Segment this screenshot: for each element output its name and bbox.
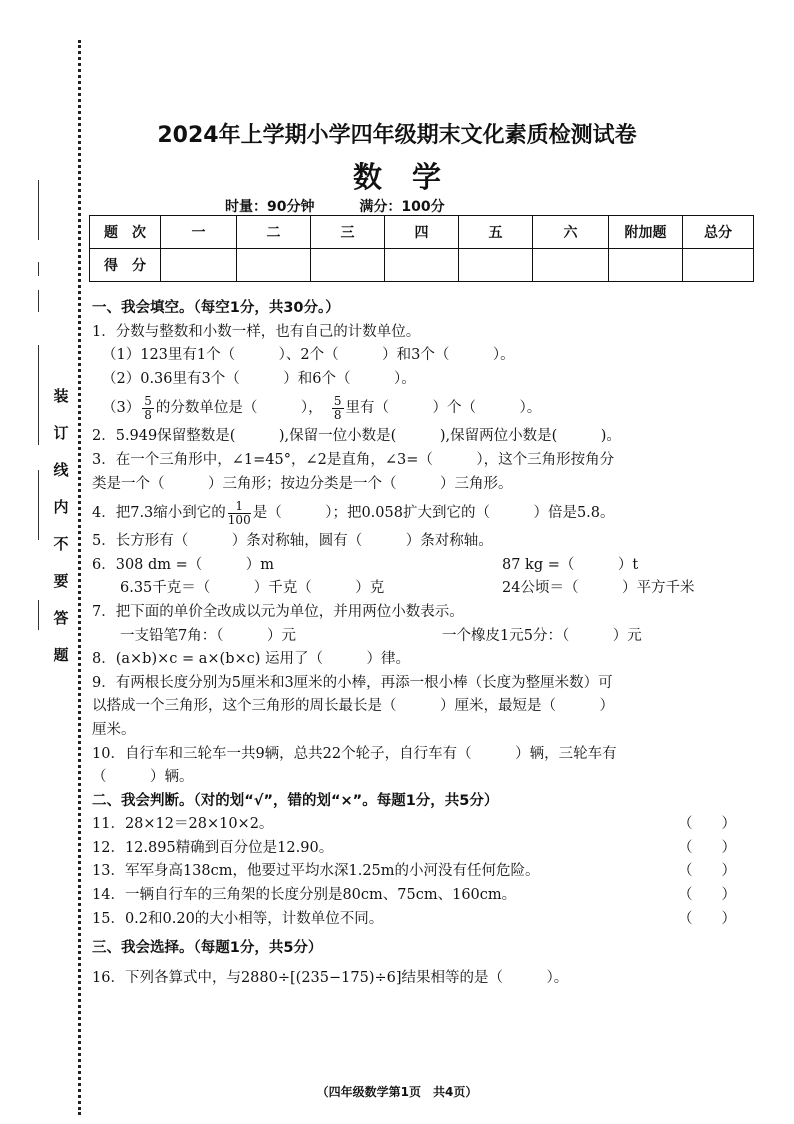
exam-content [92, 297, 754, 995]
binding-mark [38, 600, 39, 630]
score-cell: 总分 [683, 216, 754, 249]
question-text: 16．下列各算式中，与2880÷[(235−175)÷6]结果相等的是（ ）。 [92, 969, 569, 986]
score-input-cell[interactable] [385, 249, 459, 282]
binding-mark [38, 290, 39, 312]
question-text: 类是一个（ ）三角形；按边分类是一个（ ）三角形。 [92, 475, 513, 492]
fraction-numerator: 5 [144, 393, 152, 408]
question-text-part: 的分数单位是（ ）， [155, 400, 316, 417]
fraction [142, 395, 154, 422]
question-text [92, 625, 754, 649]
binding-char: 装 [53, 387, 69, 405]
question-text: （ ）辆。 [92, 769, 194, 786]
judgement-text: 15．0.2和0.20的大小相等，计数单位不同。 [92, 910, 384, 927]
binding-char: 内 [53, 498, 69, 516]
question-text-part: 一支铅笔7角：（ ）元 [120, 627, 296, 644]
question-label: （3） [102, 400, 141, 417]
question-text: 8．(a×b)×c = a×(b×c) 运用了（ ）律。 [92, 651, 411, 668]
binding-char: 题 [53, 646, 69, 664]
binding-dotted-line [78, 40, 81, 1115]
binding-char: 答 [53, 609, 69, 627]
binding-char: 不 [53, 535, 69, 553]
score-cell: 二 [237, 216, 311, 249]
question-text-part: 24公顷＝（ ）平方千米 [502, 580, 695, 597]
score-input-cell[interactable] [161, 249, 237, 282]
exam-time: 时量：90分钟 [225, 199, 315, 215]
exam-title: 2024年上学期小学四年级期末文化素质检测试卷 [157, 123, 637, 148]
question-text: （1）123里有1个（ ）、2个（ ）和3个（ ）。 [102, 347, 515, 364]
binding-notice [48, 378, 74, 674]
question-text: 以搭成一个三角形，这个三角形的周长最长是（ ）厘米，最短是（ ） [92, 698, 614, 715]
judgement-item [92, 908, 754, 932]
judgement-text: 11．28×12＝28×10×2。 [92, 816, 274, 833]
score-input-cell[interactable] [609, 249, 683, 282]
fraction [228, 500, 251, 527]
question-text-part: 6．308 dm =（ ）m [92, 556, 275, 573]
judgement-item [92, 860, 754, 884]
score-cell: 三 [311, 216, 385, 249]
score-cell: 六 [533, 216, 609, 249]
binding-char: 线 [53, 461, 69, 479]
answer-paren[interactable]: （ ） [678, 910, 736, 927]
score-input-cell[interactable] [311, 249, 385, 282]
question-text-part: 一个橡皮1元5分：（ ）元 [442, 627, 642, 644]
question-text [92, 496, 754, 530]
binding-mark [38, 262, 39, 276]
question-text: 7．把下面的单价全改成以元为单位，并用两位小数表示。 [92, 603, 464, 620]
score-cell: 得 分 [90, 249, 161, 282]
question-text: 2．5.949保留整数是( ),保留一位小数是( ),保留两位小数是( )。 [92, 428, 621, 445]
score-cell: 附加题 [609, 216, 683, 249]
question-text: 9．有两根长度分别为5厘米和3厘米的小棒，再添一根小棒（长度为整厘米数）可 [92, 674, 613, 691]
answer-paren[interactable]: （ ） [678, 863, 736, 880]
score-input-cell[interactable] [683, 249, 754, 282]
score-input-cell[interactable] [459, 249, 533, 282]
exam-meta [225, 196, 485, 216]
exam-full-score: 满分：100分 [359, 199, 445, 215]
binding-mark [38, 345, 39, 445]
answer-paren[interactable]: （ ） [678, 816, 736, 833]
question-text [92, 554, 754, 578]
fraction-numerator: 1 [228, 500, 251, 514]
fraction-denominator: 8 [144, 407, 152, 422]
question-text-part: 6.35千克＝（ ）千克（ ）克 [120, 580, 385, 597]
question-text [92, 577, 754, 601]
binding-mark [38, 470, 39, 540]
question-text: 5．长方形有（ ）条对称轴，圆有（ ）条对称轴。 [92, 533, 493, 550]
question-text-part: 4．把7.3缩小到它的 [92, 505, 226, 522]
binding-char: 要 [53, 572, 69, 590]
question-text: 厘米。 [92, 721, 136, 738]
exam-subject: 数学 [352, 160, 471, 194]
fraction-denominator: 100 [227, 512, 251, 527]
answer-paren[interactable]: （ ） [678, 887, 736, 904]
question-text [92, 391, 754, 425]
score-cell: 题 次 [90, 216, 161, 249]
judgement-text: 13．军军身高138cm，他要过平均水深1.25m的小河没有任何危险。 [92, 863, 540, 880]
binding-char: 订 [53, 424, 69, 442]
section-heading: 一、我会填空。（每空1分，共30分。） [92, 300, 340, 316]
page-footer: （四年级数学第1页 共4页） [316, 1085, 478, 1099]
question-text-part: 87 kg =（ ）t [502, 556, 639, 573]
score-input-cell[interactable] [533, 249, 609, 282]
judgement-item [92, 813, 754, 837]
question-text: （2）0.36里有3个（ ）和6个（ ）。 [102, 370, 416, 387]
score-table-score-row [90, 249, 754, 282]
fraction-numerator: 5 [333, 393, 342, 408]
judgement-text: 14．一辆自行车的三角架的长度分别是80cm、75cm、160cm。 [92, 887, 517, 904]
question-text: 3．在一个三角形中，∠1=45°，∠2是直角，∠3=（ ），这个三角形按角分 [92, 451, 615, 468]
judgement-item [92, 837, 754, 861]
question-text-part: 里有（ ）个（ ）。 [345, 400, 542, 417]
fraction [332, 395, 344, 422]
section-heading: 三、我会选择。（每题1分，共5分） [92, 940, 323, 957]
score-input-cell[interactable] [237, 249, 311, 282]
question-text: 10．自行车和三轮车一共9辆，总共22个轮子，自行车有（ ）辆，三轮车有 [92, 745, 617, 762]
question-text: 1．分数与整数和小数一样，也有自己的计数单位。 [92, 323, 421, 340]
score-table [89, 215, 754, 282]
fraction-denominator: 8 [333, 407, 342, 422]
section-heading: 二、我会判断。（对的划“√”，错的划“×”。每题1分，共5分） [92, 792, 499, 809]
judgement-text: 12．12.895精确到百分位是12.90。 [92, 839, 334, 856]
score-table-header-row [90, 216, 754, 249]
question-text-part: 是（ ）；把0.058扩大到它的（ ）倍是5.8。 [252, 505, 615, 522]
judgement-item [92, 884, 754, 908]
score-cell: 四 [385, 216, 459, 249]
score-cell: 一 [161, 216, 237, 249]
score-cell: 五 [459, 216, 533, 249]
answer-paren[interactable]: （ ） [678, 839, 736, 856]
